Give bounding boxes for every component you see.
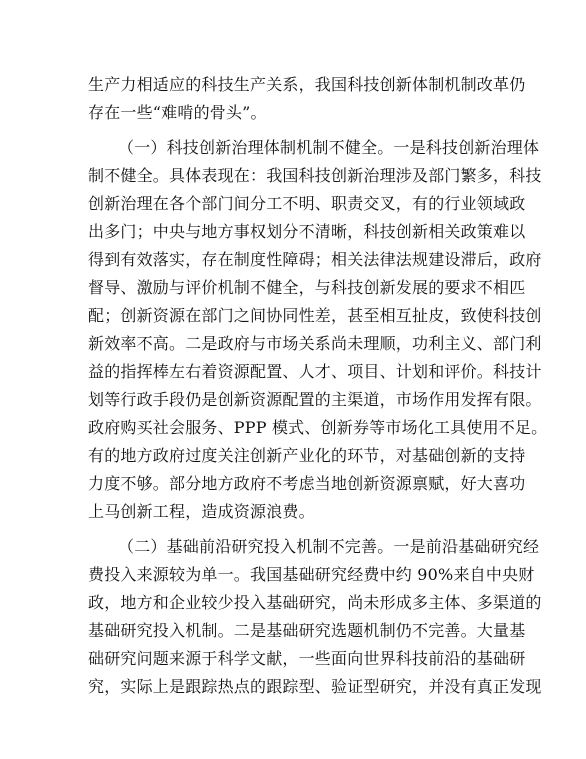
paragraph-line: 出多门；中央与地方事权划分不清晰，科技创新相关政策难以 [88,222,526,241]
paragraph-line: 生产力相适应的科技生产关系，我国科技创新体制机制改革仍 [88,75,526,94]
paragraph-line: 制不健全。具体表现在：我国科技创新治理涉及部门繁多，科技 [88,166,542,185]
paragraph-line: 有的地方政府过度关注创新产业化的环节，对基础创新的支持 [88,446,526,465]
paragraph-line: 上马创新工程，造成资源浪费。 [88,502,315,521]
paragraph-line: 政府购买社会服务、PPP 模式、创新券等市场化工具使用不足。 [88,418,548,437]
paragraph-line: 费投入来源较为单一。我国基础研究经费中约 90%来自中央财 [88,565,535,584]
section-heading-line: （二）基础前沿研究投入机制不完善。一是前沿基础研究经 [118,537,540,556]
paragraph-line: 究，实际上是跟踪热点的跟踪型、验证型研究，并没有真正发现 [88,677,542,696]
section-heading-line: （一）科技创新治理体制机制不健全。一是科技创新治理体 [118,138,540,157]
paragraph-line: 划等行政手段仍是创新资源配置的主渠道，市场作用发挥有限。 [88,390,542,409]
paragraph-line: 力度不够。部分地方政府不考虑当地创新资源禀赋，好大喜功 [88,474,526,493]
paragraph-line: 础研究问题来源于科学文献，一些面向世界科技前沿的基础研 [88,649,526,668]
paragraph-line: 基础研究投入机制。二是基础研究选题机制仍不完善。大量基 [88,621,526,640]
paragraph-line: 政，地方和企业较少投入基础研究，尚未形成多主体、多渠道的 [88,593,542,612]
paragraph-line: 益的指挥棒左右着资源配置、人才、项目、计划和评价。科技计 [88,362,542,381]
paragraph-line: 创新治理在各个部门间分工不明、职责交叉，有的行业领域政 [88,194,526,213]
paragraph-line: 督导、激励与评价机制不健全，与科技创新发展的要求不相匹 [88,278,526,297]
paragraph-line: 存在一些“难啃的骨头”。 [88,103,267,122]
paragraph-line: 得到有效落实，存在制度性障碍；相关法律法规建设滞后，政府 [88,250,542,269]
paragraph-line: 配；创新资源在部门之间协同性差，甚至相互扯皮，致使科技创 [88,306,542,325]
paragraph-line: 新效率不高。二是政府与市场关系尚未理顺，功利主义、部门利 [88,334,542,353]
